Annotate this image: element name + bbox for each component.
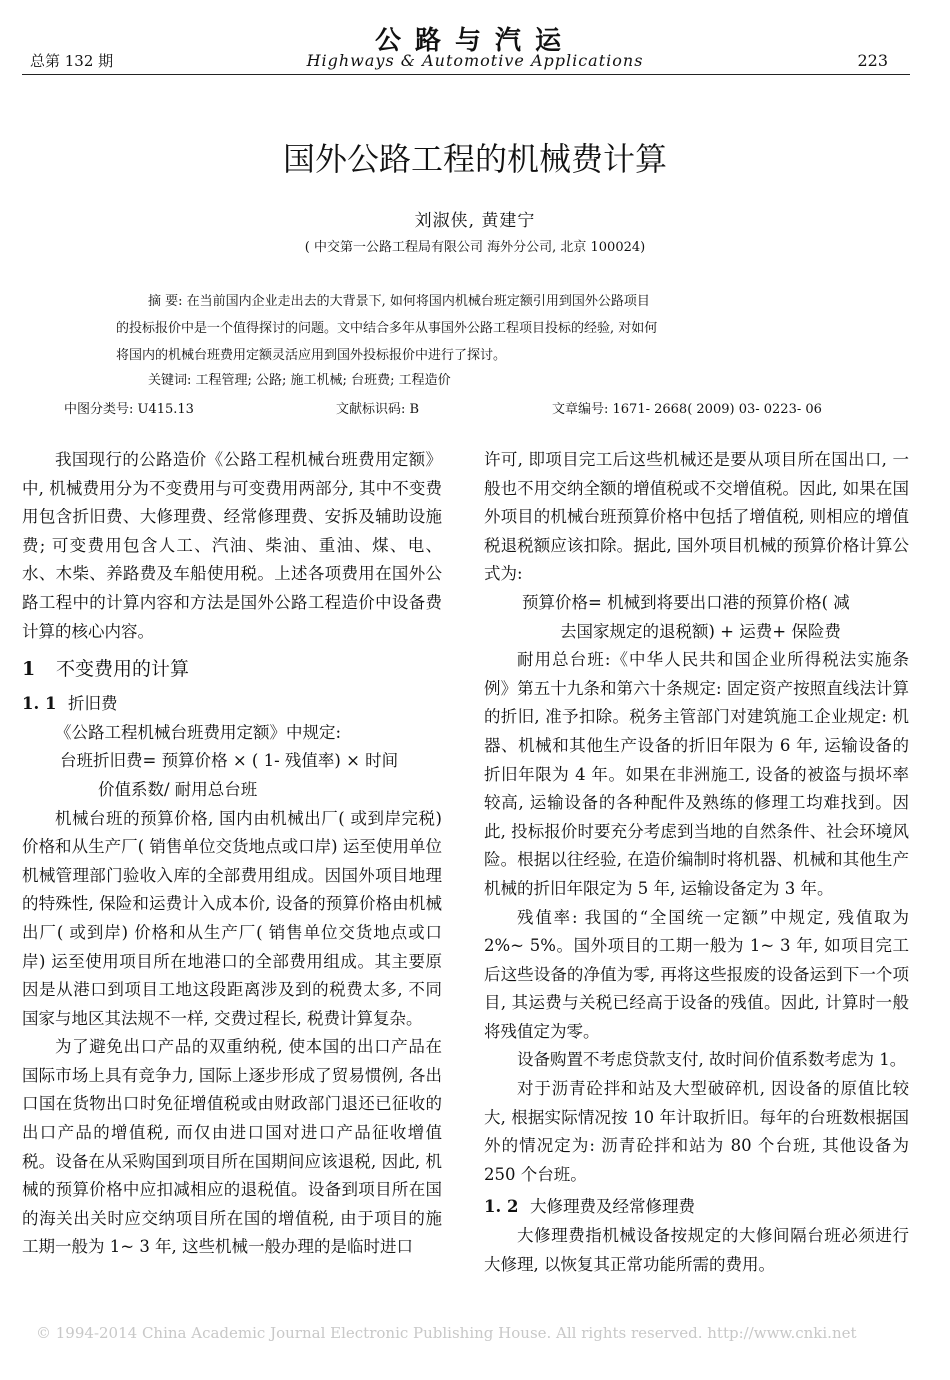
formula-budget-price-cont: 去国家规定的退税额) + 运费+ 保险费 [560,621,841,641]
left-column [22,446,442,1262]
subsection-heading-1-1: 1. 1 折旧费 [22,694,118,714]
paragraph: 大修理费指机械设备按规定的大修间隔台班必须进行大修理, 以恢复其正常功能所需的费用。 [484,1226,909,1274]
abstract-line-3: 将国内的机械台班费用定额灵活应用到国外投标报价中进行了探讨。 [116,348,507,363]
copyright-watermark: © 1994-2014 China Academic Journal Electronic Publishing House. All rights reserved. http://www.cnki.net [36,1324,857,1342]
paragraph: 对于沥青砼拌和站及大型破碎机, 因设备的原值比较大, 根据实际情况按 10 年计取折旧。每年的台班数根据国外的情况定为: 沥青砼拌和站为 80 个台班, 其他设备为 250 个台班。 [484,1079,909,1184]
page-number: 223 [857,51,888,70]
journal-subtitle: Highways & Automotive Applications [306,51,644,70]
formula-depreciation: 台班折旧费= 预算价格 × ( 1- 残值率) × 时间 [60,751,399,771]
paragraph: 残值率: 我国的“全国统一定额”中规定, 残值取为 2%~ 5%。国外项目的工期一般为 1~ 3 年, 如项目完工后这些设备的净值为零, 再将这些报废的设备运到下一个项目, 其运费与关税已经高于设备的残值。因此, 计算时一般将残值定为零。 [484,907,909,1041]
subsection-heading-1-2: 1. 2 大修理费及经常修理费 [484,1197,695,1217]
header-divider [22,74,910,75]
abstract-line-1: 摘 要: 在当前国内企业走出去的大背景下, 如何将国内机械台班定额引用到国外公路项目 [148,294,650,309]
article-title: 国外公路工程的机械费计算 [282,140,667,178]
article-authors: 刘淑侠, 黄建宁 [414,211,536,231]
paragraph: 许可, 即项目完工后这些机械还是要从项目所在国出口, 一般也不用交纳全额的增值税或不交增值税。因此, 如果在国外项目的机械台班预算价格中包括了增值税, 则相应的增值税退税额应该扣除。据此, 国外项目机械的预算价格计算公式为: [484,450,909,584]
journal-title: 公路与汽运 [374,26,575,56]
paragraph: 机械台班的预算价格, 国内由机械出厂( 或到岸完税) 价格和从生产厂( 销售单位交货地点或口岸) 运至使用单位机械管理部门验收入库的全部费用组成。因国外项目地理的特殊性, 保险和运费计入成本价, 设备的预算价格由机械出厂( 或到岸) 价格和从生产厂( 销售单位交货地点或口岸) 运至使用项目所在地港口的全部费用组成。其主要原因是从港口到项目工地这段距离涉及到的税费太多, 不同国家与地区其法规不一样, 交费过程长, 税费计算复杂。 [22,808,442,1028]
formula-depreciation-cont: 价值系数/ 耐用总台班 [98,779,258,799]
paragraph: 我国现行的公路造价《公路工程机械台班费用定额》中, 机械费用分为不变费用与可变费用两部分, 其中不变费用包含折旧费、大修理费、经常修理费、安拆及辅助设施费; 可变费用包含人工、汽油、柴油、重油、煤、电、水、木柴、养路费及车船使用税。上述各项费用在国外公路工程中的计算内容和方法是国外公路工程造价中设备费计算的核心内容。 [22,450,442,641]
document-code: 文献标识码: B [336,402,420,417]
issue-label: 总第 132 期 [30,52,114,70]
section-heading-1: 1 不变费用的计算 [22,658,190,681]
keywords-text: 工程管理; 公路; 施工机械; 台班费; 工程造价 [195,373,451,388]
keywords [148,369,451,388]
abstract-line-2: 的投标报价中是一个值得探讨的问题。文中结合多年从事国外公路工程项目投标的经验, 对如何 [116,321,658,336]
article-affiliation: ( 中交第一公路工程局有限公司 海外分公司, 北京 100024) [304,240,646,255]
article-number: 文章编号: 1671- 2668( 2009) 03- 0223- 06 [552,402,822,417]
keywords-label: 关键词: [148,373,192,388]
paragraph: 为了避免出口产品的双重纳税, 使本国的出口产品在国际市场上具有竞争力, 国际上逐步形成了贸易惯例, 各出口国在货物出口时免征增值税或由财政部门退还已征收的出口产品的增值税, 而仅由进口国对进口产品征收增值税。设备在从采购国到项目所在国期间应该退税, 因此, 机械的预算价格中应扣减相应的退税值。设备到项目所在国的海关出关时应交纳项目所在国的增值税, 由于项目的施工期一般为 1~ 3 年, 这些机械一般办理的是临时进口 [22,1037,442,1257]
right-column [484,446,909,1279]
abstract-label: 摘 要: [148,294,183,309]
paragraph: 设备购置不考虑贷款支付, 故时间价值系数考虑为 1。 [517,1050,907,1070]
paragraph: 耐用总台班:《中华人民共和国企业所得税法实施条例》第五十九条和第六十条规定: 固定资产按照直线法计算的折旧, 准予扣除。税务主管部门对建筑施工企业规定: 机器、机械和其他生产设备的折旧年限为 6 年, 运输设备的折旧年限为 4 年。如果在非洲施工, 设备的被盗与损坏率较高, 运输设备的各种配件及熟练的修理工均难找到。因此, 投标报价时要充分考虑到当地的自然条件、社会环境风险。根据以往经验, 在造价编制时将机器、机械和其他生产机械的折旧年限定为 5 年, 运输设备定为 3 年。 [484,650,909,898]
formula-budget-price: 预算价格= 机械到将要出口港的预算价格( 减 [522,592,850,612]
clc-number: 中图分类号: U415.13 [64,402,194,417]
abstract [116,288,836,369]
paragraph: 《公路工程机械台班费用定额》中规定: [55,722,342,742]
